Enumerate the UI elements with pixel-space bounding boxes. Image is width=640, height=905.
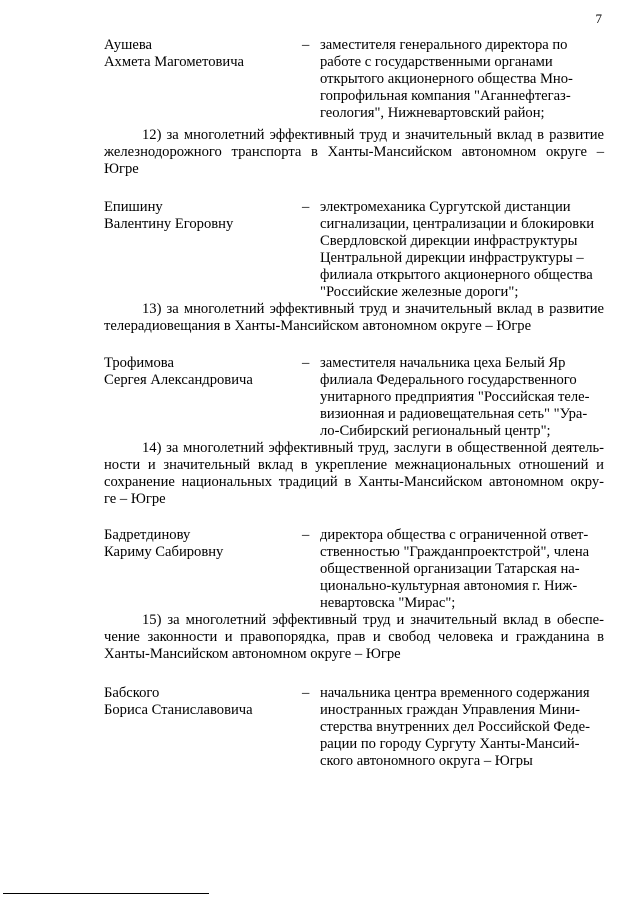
desc-line: заместителя генерального директора по: [320, 37, 568, 53]
position-description: [320, 199, 604, 301]
person-name: [104, 355, 294, 389]
desc-line: унитарного предприятия "Российская теле-: [320, 389, 590, 405]
position-description: [320, 355, 604, 440]
given-names: Сергея Александровича: [104, 372, 253, 388]
position-description: [320, 685, 604, 770]
paragraph-line: телерадиовещания в Ханты-Мансийском автономном округе – Югре: [104, 318, 532, 334]
paragraph-line: железнодорожного транспорта в Ханты-Мансийском автономном округе –: [104, 144, 604, 160]
paragraph-line: 14) за многолетний эффективный труд, заслуги в общественной деятель-: [142, 440, 604, 456]
desc-line: иностранных граждан Управления Мини-: [320, 702, 581, 718]
desc-line: общественной организации Татарская на-: [320, 561, 580, 577]
dash: –: [302, 685, 310, 701]
dash: –: [302, 355, 310, 371]
given-names: Бориса Станиславовича: [104, 702, 253, 718]
dash: –: [302, 37, 310, 53]
award-paragraph: [104, 127, 604, 178]
desc-line: директора общества с ограниченной ответ-: [320, 527, 589, 543]
paragraph-line: Югре: [104, 161, 139, 177]
desc-line: открытого акционерного общества Мно-: [320, 71, 573, 87]
desc-line: начальника центра временного содержания: [320, 685, 590, 701]
desc-line: стерства внутренних дел Российской Феде-: [320, 719, 590, 735]
desc-line: ственностью "Гражданпроектстрой", члена: [320, 544, 590, 560]
dash: –: [302, 199, 310, 215]
desc-line: гопрофильная компания "Аганнефтегаз-: [320, 88, 571, 104]
paragraph-line: 12) за многолетний эффективный труд и значительный вклад в развитие: [142, 127, 604, 143]
dash: –: [302, 527, 310, 543]
paragraph-line: 15) за многолетний эффективный труд и значительный вклад в обеспе-: [142, 612, 604, 628]
surname: Епишину: [104, 199, 163, 215]
desc-line: Центральной дирекции инфраструктуры –: [320, 250, 584, 266]
surname: Трофимова: [104, 355, 174, 371]
paragraph-line: Ханты-Мансийском автономном округе – Югре: [104, 646, 401, 662]
surname: Бабского: [104, 685, 160, 701]
position-description: [320, 527, 604, 612]
page-number: 7: [595, 11, 602, 26]
desc-line: филиала Федерального государственного: [320, 372, 577, 388]
desc-line: "Российские железные дороги";: [320, 284, 519, 300]
desc-line: сигнализации, централизации и блокировки: [320, 216, 595, 232]
person-name: [104, 685, 294, 719]
desc-line: визионная и радиовещательная сеть" "Ура-: [320, 406, 588, 422]
desc-line: ло-Сибирский региональный центр";: [320, 423, 551, 439]
award-paragraph: [104, 301, 604, 335]
paragraph-line: 13) за многолетний эффективный труд и значительный вклад в развитие: [142, 301, 604, 317]
paragraph-line: ге – Югре: [104, 491, 166, 507]
surname: Бадретдинову: [104, 527, 191, 543]
desc-line: электромеханика Сургутской дистанции: [320, 199, 571, 215]
award-paragraph: [104, 612, 604, 663]
person-name: [104, 37, 294, 71]
surname: Аушева: [104, 37, 152, 53]
paragraph-line: чение законности и правопорядка, прав и свобод человека и гражданина в: [104, 629, 604, 645]
award-paragraph: [104, 440, 604, 508]
desc-line: геология", Нижневартовский район;: [320, 105, 545, 121]
given-names: Ахмета Магометовича: [104, 54, 245, 70]
paragraph-line: сохранение национальных традиций в Ханты-Мансийском автономном окру-: [104, 474, 604, 490]
desc-line: рации по городу Сургуту Ханты-Мансий-: [320, 736, 580, 752]
paragraph-line: ности и значительный вклад в укрепление межнациональных отношений и: [104, 457, 604, 473]
desc-line: невартовска "Мирас";: [320, 595, 456, 611]
desc-line: Свердловской дирекции инфраструктуры: [320, 233, 578, 249]
position-description: [320, 37, 604, 122]
desc-line: заместителя начальника цеха Белый Яр: [320, 355, 566, 371]
desc-line: ционально-культурная автономия г. Ниж-: [320, 578, 578, 594]
given-names: Кариму Сабировну: [104, 544, 224, 560]
desc-line: филиала открытого акционерного общества: [320, 267, 593, 283]
person-name: [104, 199, 294, 233]
desc-line: ского автономного округа – Югры: [320, 753, 533, 769]
given-names: Валентину Егоровну: [104, 216, 234, 232]
desc-line: работе с государственными органами: [320, 54, 553, 70]
footnote-rule: [3, 893, 209, 894]
person-name: [104, 527, 294, 561]
